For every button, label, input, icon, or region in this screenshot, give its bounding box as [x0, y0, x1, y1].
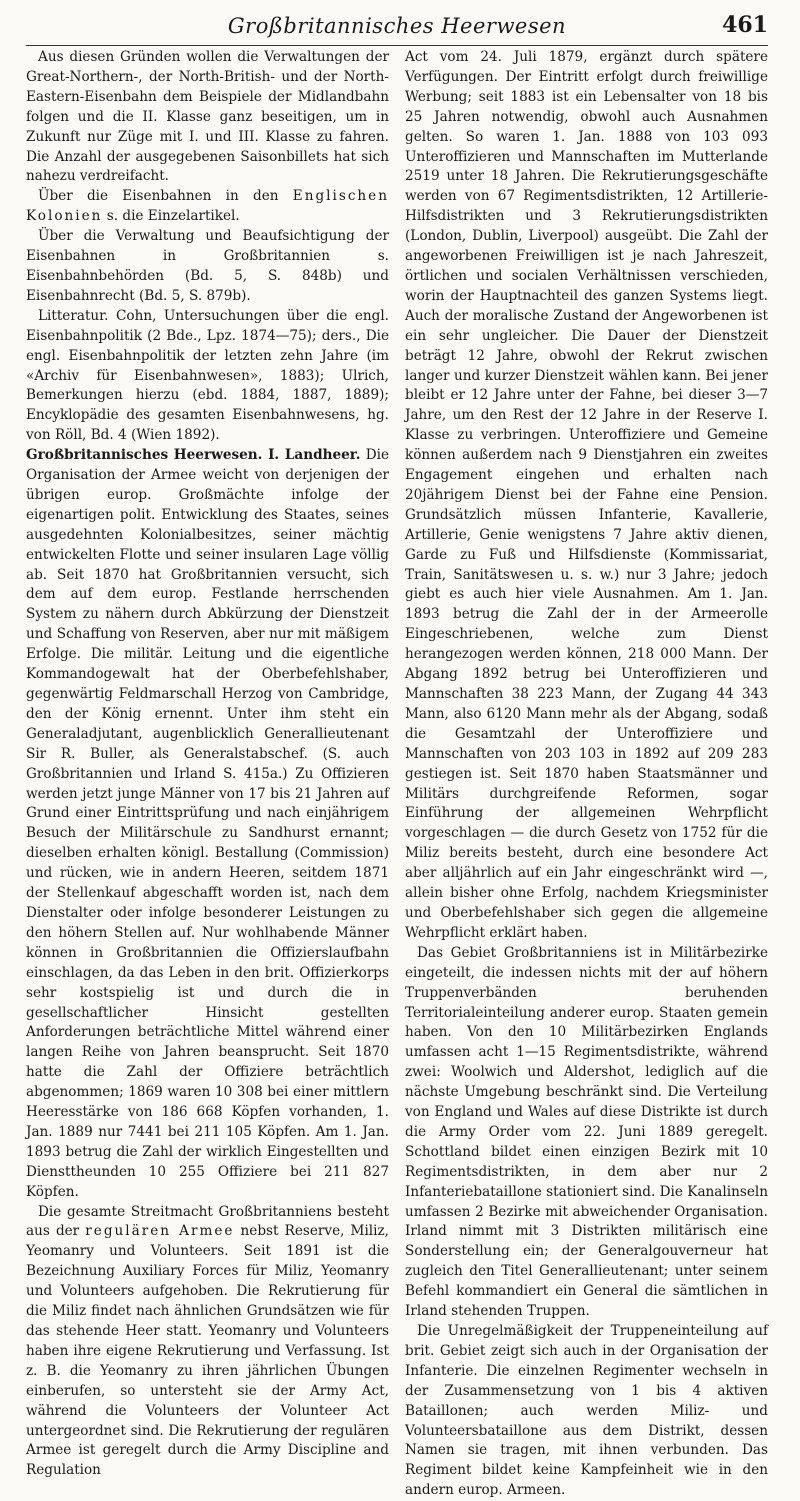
text-run: Die gesamte Streitmacht Großbritanniens besteht aus der: [26, 1203, 389, 1240]
article-headword: Großbritannisches Heerwesen. I. Landheer.: [26, 447, 361, 464]
page-number: 461: [722, 12, 768, 38]
spaced-term: regulären Armee: [85, 1223, 235, 1240]
text-columns: [26, 48, 768, 1501]
text-run: nebst Reserve, Miliz, Yeomanry und Volunteers. Seit 1891 ist die Bezeichnung Auxiliary Forces für Miliz, Yeomanry und Volunteers aufgehoben. Die Rekrutierung für die Miliz findet nach ähnlichen Grundsätzen wie für das stehende Heer statt. Yeomanry und Volunteers haben ihre eigene Rekrutierung und Verfassung. Ist z. B. die Yeomanry zu ihren jährlichen Übungen einberufen, so untersteht sie der Army Act, während die Volunteers der Volunteer Act untergeordnet sind. Die Rekrutierung der regulären Armee ist geregelt durch die Army Discipline and Regulation: [26, 1223, 389, 1479]
paragraph: [26, 1203, 389, 1482]
page-header: [26, 0, 768, 48]
paragraph: Aus diesen Gründen wollen die Verwaltungen der Great-Northern-, der North-British- und der North-Eastern-Eisenbahn dem Beispiele der Midlandbahn folgen und die II. Klasse ganz beseitigen, um in Zukunft nur Züge mit I. und III. Klasse zu fahren. Die Anzahl der ausgegebenen Saisonbillets hat sich nahezu verdreifacht.: [26, 49, 389, 185]
right-column: [405, 48, 768, 1501]
header-rule: [26, 45, 768, 46]
paragraph: Das Gebiet Großbritanniens ist in Militärbezirke eingeteilt, die indessen nichts mit der auf höhern Truppenverbänden beruhenden Territorialeinteilung anderer europ. Staaten gemein haben. Von den 10 Militärbezirken Englands umfassen acht 1—15 Regimentsdistrikte, während zwei: Woolwich und Aldershot, lediglich auf die nächste Umgebung beschränkt sind. Die Verteilung von England und Wales auf diese Distrikte ist durch die Army Order vom 22. Juni 1889 geregelt. Schottland bildet einen einzigen Bezirk mit 10 Regimentsdistrikten, in dem aber nur 2 Infanteriebataillone stationiert sind. Die Kanalinseln umfassen 2 Bezirke mit abweichender Organisation. Irland nimmt mit 3 Distrikten militärisch eine Sonderstellung ein; der Generalgouverneur hat zugleich den Titel Generallieutenant; unter seinem Befehl kommandiert ein General die sämtlichen in Irland stehenden Truppen.: [405, 944, 768, 1320]
text-run: Über die Eisenbahnen in den: [38, 188, 293, 205]
paragraph: Act vom 24. Juli 1879, ergänzt durch spätere Verfügungen. Der Eintritt erfolgt durch freiwillige Werbung; seit 1883 ist ein Lebensalter von 18 bis 25 Jahren notwendig, obwohl auch Ausnahmen gelten. So waren 1. Jan. 1888 von 103 093 Unteroffizieren und Mannschaften im Mutterlande 2519 unter 18 Jahren. Die Rekrutierungsgeschäfte werden von 67 Regimentsdistrikten, 12 Artillerie-Hilfsdistrikten und 3 Rekrutierungsdistrikten (London, Dublin, Liverpool) ausgeübt. Die Zahl der angeworbenen Freiwilligen ist je nach Jahreszeit, örtlichen und socialen Verhältnissen verschieden, worin der Hauptnachteil des ganzen Systems liegt. Auch der moralische Zustand der Angeworbenen ist ein sehr ungleicher. Die Dauer der Dienstzeit beträgt 12 Jahre, obwohl der Rekrut zwischen langer und kurzer Dienstzeit wählen kann. Bei jener bleibt er 12 Jahre unter der Fahne, bei dieser 3—7 Jahre, um den Rest der 12 Jahre in der Reserve I. Klasse zu verbringen. Unteroffiziere und Gemeine können außerdem nach 9 Dienstjahren ein zweites Engagement eingehen und erhalten nach 20jährigem Dienst bei der Fahne eine Pension. Grundsätzlich müssen Infanterie, Kavallerie, Artillerie, Genie wenigstens 7 Jahre aktiv dienen, Garde zu Fuß und Hilfsdienste (Kommissariat, Train, Sanitätswesen u. s. w.) nur 3 Jahre; jedoch giebt es auch hier viele Ausnahmen. Am 1. Jan. 1893 betrug die Zahl der in der Armeerolle Eingeschriebenen, welche zum Dienst herangezogen werden können, 218 000 Mann. Der Abgang 1892 betrug bei Unteroffizieren und Mannschaften 38 223 Mann, der Zugang 44 343 Mann, also 6120 Mann mehr als der Abgang, sodaß die Gesamtzahl der Unteroffiziere und Mannschaften von 203 103 in 1892 auf 209 283 gestiegen ist. Seit 1870 haben Staatsmänner und Militärs durchgreifende Reformen, sogar Einführung der allgemeinen Wehrpflicht vorgeschlagen — die durch Gesetz von 1752 für die Miliz bereits besteht, durch eine besondere Act aber alljährlich auf ein Jahr eingeschränkt wird —, allein bisher ohne Erfolg, nachdem Kriegsminister und Oberbefehlshaber sich gegen die allgemeine Wehrpflicht erklärt haben.: [405, 49, 768, 941]
text-run: s. die Einzelartikel.: [102, 208, 240, 225]
article-paragraph: [26, 446, 389, 1202]
text-run: Die Organisation der Armee weicht von derjenigen der übrigen europ. Großmächte infolge der eigenartigen polit. Entwicklung des Staates, seines ausgedehnten Kolonialbesitzes, seiner mächtig entwickelten Flotte und seiner insularen Lage völlig ab. Seit 1870 hat Großbritannien versucht, sich dem auf dem europ. Festlande herrschenden System zu nähern durch Abkürzung der Dienstzeit und Schaffung von Reserven, aber nur mit mäßigem Erfolge. Die militär. Leitung und die eigentliche Kommandogewalt hat der Oberbefehlshaber, gegenwärtig Feldmarschall Herzog von Cambridge, den der König ernennt. Unter ihm steht ein Generaladjutant, augenblicklich Generallieutenant Sir R. Buller, als Generalstabschef. (S. auch Großbritannien und Irland S. 415a.) Zu Offizieren werden jetzt junge Männer von 17 bis 21 Jahren auf Grund einer Eintrittsprüfung und nach einjährigem Besuch der Militärschule zu Sandhurst ernannt; dieselben erhalten königl. Bestallung (Commission) und rücken, wie in andern Heeren, seitdem 1871 der Stellenkauf abgeschafft worden ist, nach dem Dienstalter oder infolge besonderer Leistungen zu den höhern Stellen auf. Nur wohlhabende Männer können in Großbritannien die Offizierslaufbahn einschlagen, da das Leben in den brit. Offizierkorps sehr kostspielig ist und durch die in gesellschaftlicher Hinsicht gestellten Anforderungen beträchtliche Mittel während einer langen Reihe von Jahren beansprucht. Seit 1870 hatte die Zahl der Offiziere beträchtlich abgenommen; 1869 waren 10 308 bei einer mittlern Heeresstärke von 186 668 Köpfen vorhanden, 1. Jan. 1889 nur 7441 bei 211 105 Köpfen. Am 1. Jan. 1893 betrug die Zahl der wirklich Eingestellten und Diensttheunden 10 255 Offiziere bei 211 827 Köpfen.: [26, 447, 389, 1200]
bibliography-paragraph: Litteratur. Cohn, Untersuchungen über die engl. Eisenbahnpolitik (2 Bde., Lpz. 1874—75); ders., Die engl. Eisenbahnpolitik der letzten zehn Jahre (im «Archiv für Eisenbahnwesen», 1883); Ulrich, Bemerkungen hierzu (ebd. 1884, 1887, 1889); Encyklopädie des gesamten Eisenbahnwesens, hg. von Röll, Bd. 4 (Wien 1892).: [26, 307, 389, 444]
spaced-term: Englischen Kolonien: [26, 188, 389, 225]
left-column: [26, 48, 389, 1501]
paragraph: Die Unregelmäßigkeit der Truppeneinteilung auf brit. Gebiet zeigt sich auch in der Organisation der Infanterie. Die einzelnen Regimenter wechseln in der Zusammensetzung von 1 bis 4 aktiven Bataillonen; auch werden Miliz- und Volunteersbataillone aus dem Distrikt, dessen Namen sie tragen, mit ihnen verbunden. Das Regiment bildet keine Kampfeinheit wie in den andern europ. Armeen.: [405, 1323, 768, 1499]
running-title: Großbritannisches Heerwesen: [227, 14, 567, 38]
paragraph: [26, 187, 389, 227]
paragraph: Über die Verwaltung und Beaufsichtigung der Eisenbahnen in Großbritannien s. Eisenbahnbehörden (Bd. 5, S. 848b) und Eisenbahnrecht (Bd. 5, S. 879b).: [26, 228, 389, 304]
